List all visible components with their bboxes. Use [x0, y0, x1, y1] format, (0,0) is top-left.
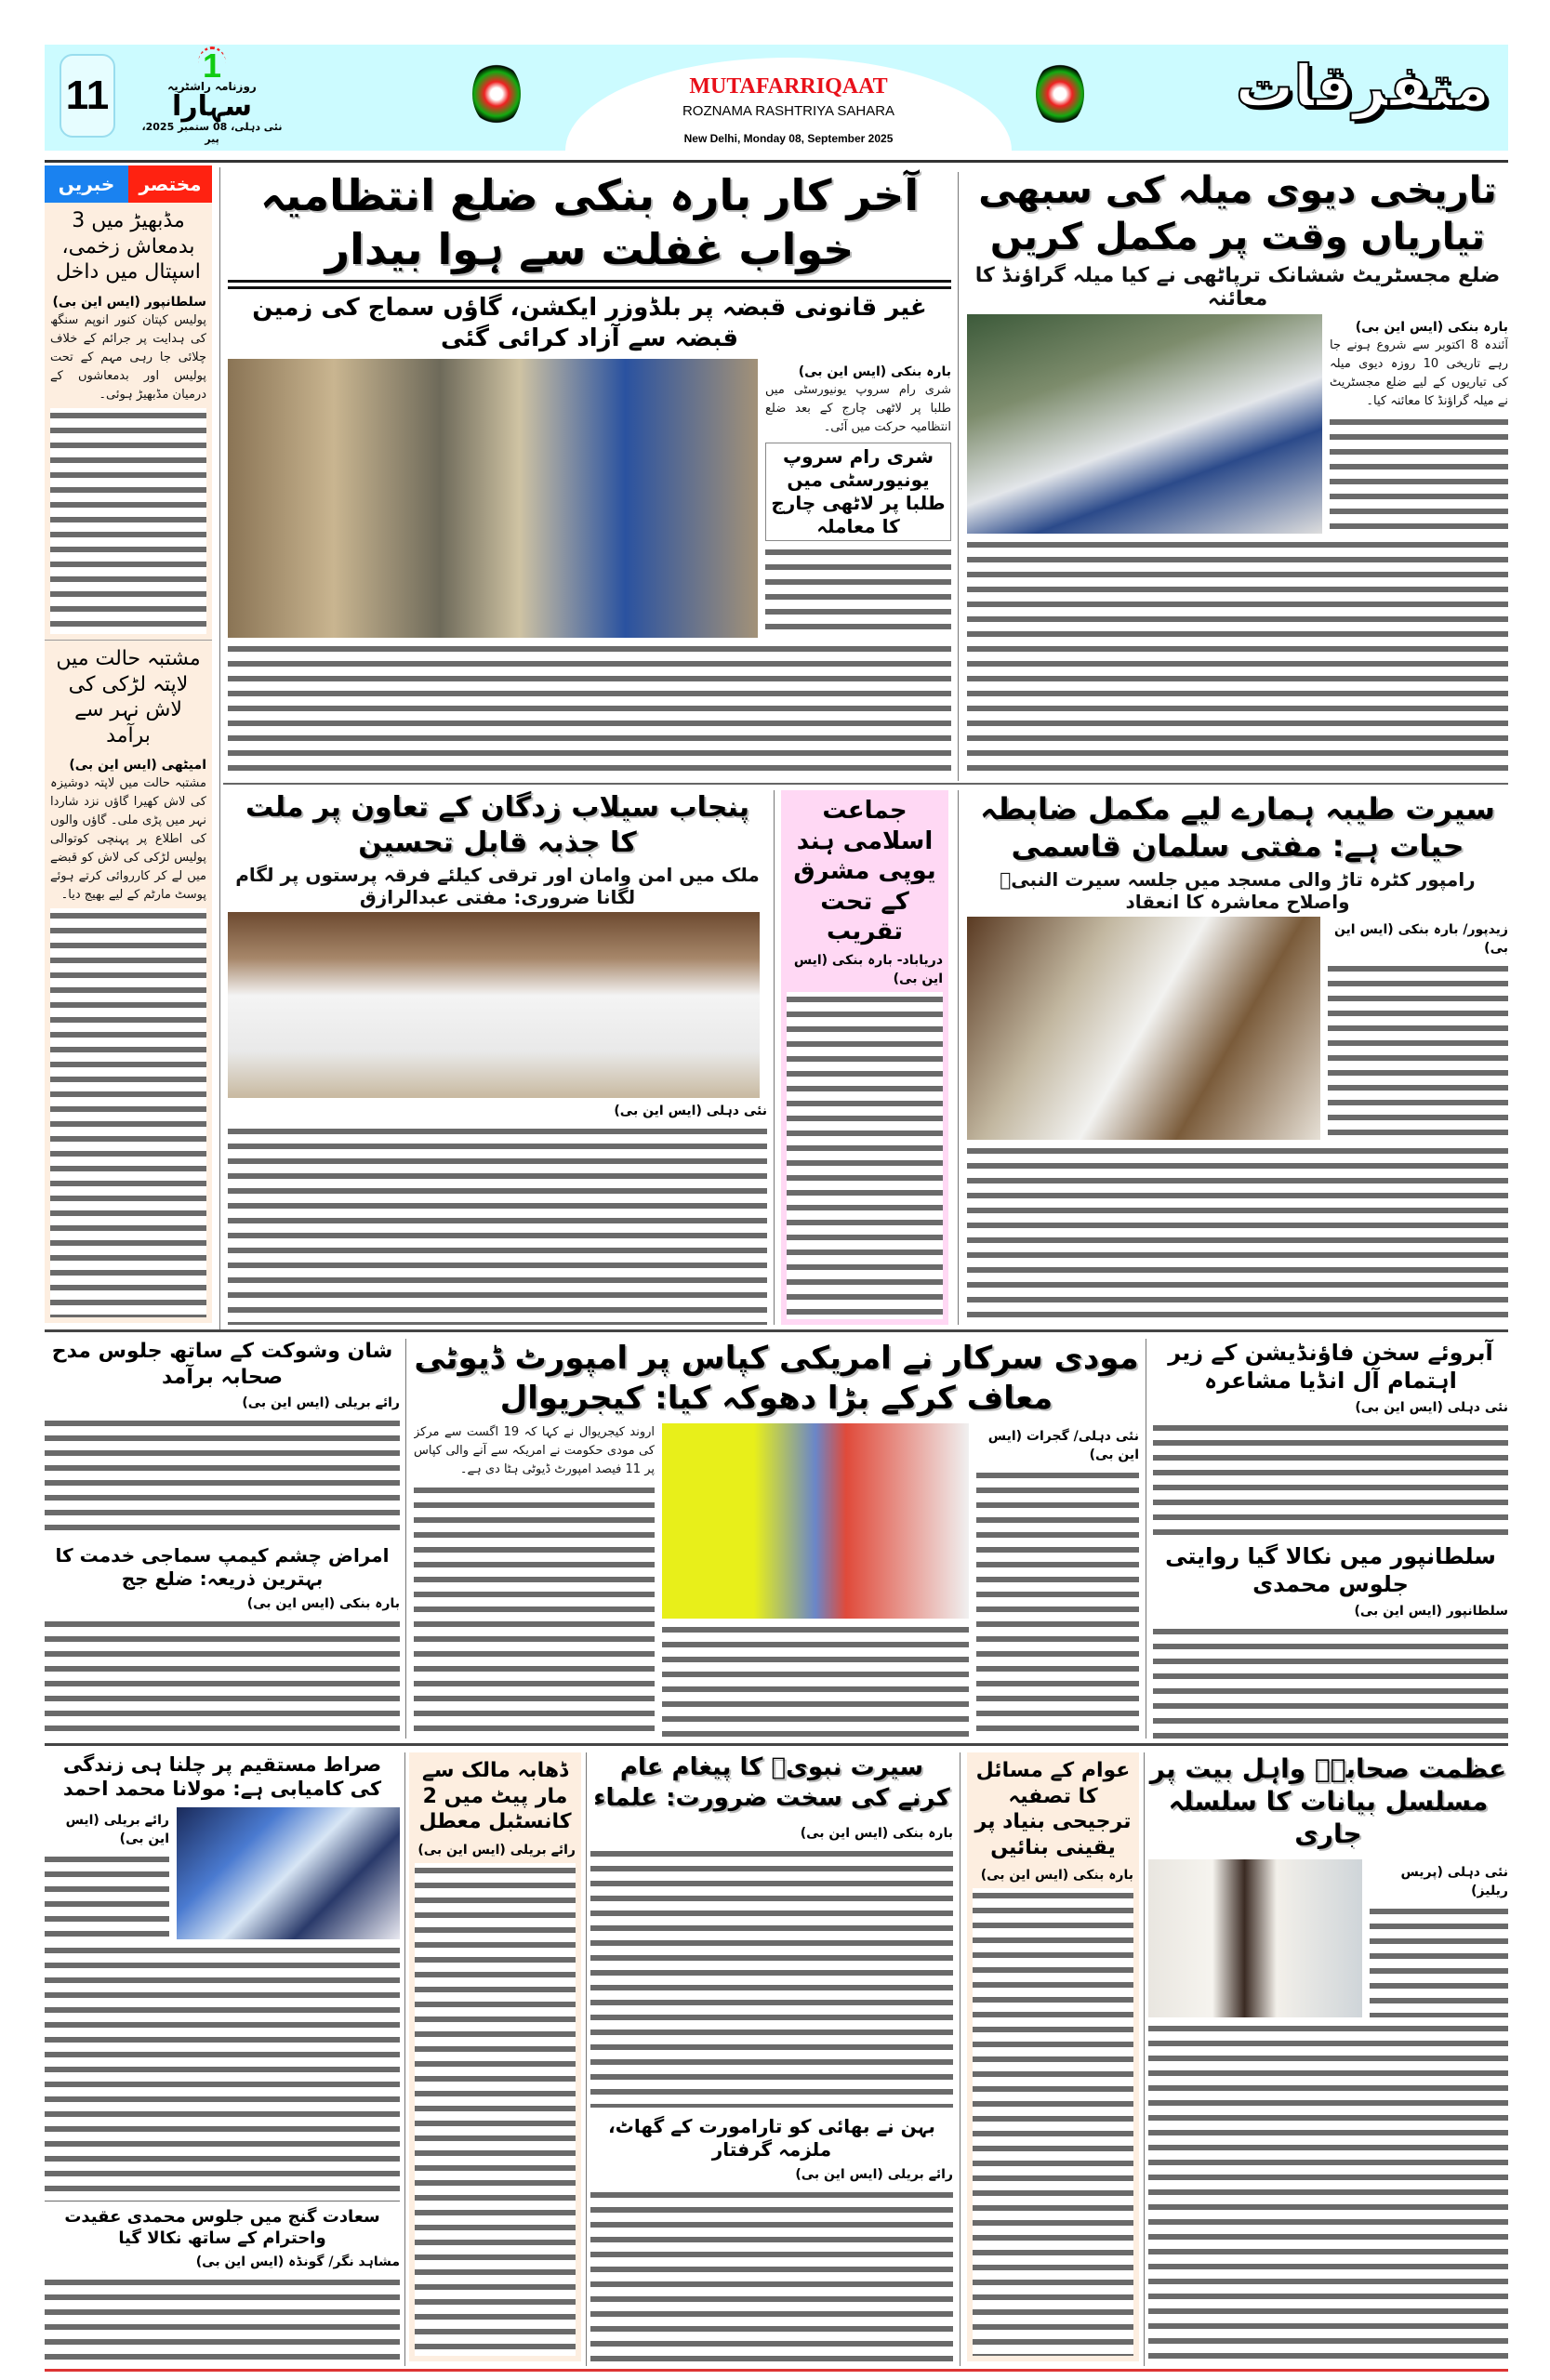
story6-side-headline: سلطانپور میں نکالا گیا روایتی جلوس محمدی [1165, 1543, 1496, 1597]
story2-subheadline: غیر قانونی قبضہ پر بلڈوزر ایکشن، گاؤں سماج کی زمین قبضہ سے آزاد کرائی گئی [252, 294, 927, 352]
byline: رائے بریلی (ایس این بی) [795, 2166, 953, 2182]
bottom-story-1-side [1370, 1859, 1508, 2017]
story-body-text [787, 992, 943, 1320]
column-divider [586, 1752, 587, 2366]
bottom-headline: عوام کے مسائل کا تصفیہ ترجیحی بنیاد پر یقینی بنائیں [974, 1759, 1132, 1859]
header-white-strip [565, 151, 974, 160]
story3-subheadline: رامپور کٹرہ تاڑ والی مسجد میں جلسہ سیرت النبیؐ واصلاح معاشرہ کا انعقاد [1000, 868, 1476, 913]
story2-body-text [228, 641, 951, 776]
story7-headline: مودی سرکار نے امریکی کپاس پر امپورٹ ڈیوٹی معاف کرکے بڑا دھوکہ کیا: کیجریوال [414, 1340, 1139, 1417]
english-title: MUTAFARRIQAAT [689, 74, 888, 99]
story6 [1153, 1339, 1508, 1739]
section-rule [45, 1743, 1508, 1746]
brief-text: مشتبہ حالت میں لاپتہ دوشیزہ کی لاش کھیرا گاؤں نزد شاردا نہر میں پڑی ملی۔ گاؤں والوں کی اطلاع پر پہنچی کوتوالی پولیس لڑکی کی لاش کو قبضے میں لے کر کارروائی کرتے ہوئے پوسٹ مارٹم کے لیے بھیج دیا۔ [50, 776, 206, 902]
story1 [967, 167, 1508, 776]
page-number: 11 [65, 73, 110, 118]
byline: نئی دہلی (ایس این بی) [614, 1104, 767, 1118]
story1-text-column [1330, 314, 1508, 534]
bottom-story-5 [45, 1752, 400, 2361]
story-body-text [45, 1852, 169, 1939]
logo-small-text: روزنامہ راشٹریہ [167, 80, 257, 93]
page-bottom-rule [45, 2369, 1508, 2372]
story-body-text [1370, 1904, 1508, 2017]
english-subtitle: ROZNAMA RASHTRIYA SAHARA [682, 103, 895, 119]
sidebar-brief-news [45, 165, 212, 1323]
byline: نئی دہلی/ گجرات (ایس این بی) [987, 1429, 1139, 1462]
byline: دریاباد- بارہ بنکی (ایس این بی) [793, 952, 943, 986]
story3-photo [967, 917, 1320, 1140]
story2-side-column [765, 359, 951, 638]
bottom-headline: ڈھابہ مالک سے مار پیٹ میں 2 کانسٹبل معطل [418, 1759, 572, 1833]
header-rule [45, 160, 1508, 163]
bottom-headline: صراط مستقیم پر چلنا ہی زندگی کی کامیابی ہے: مولانا محمد احمد [62, 1753, 382, 1801]
newspaper-logo [138, 45, 286, 151]
double-rule [228, 280, 951, 289]
story-body-text [45, 1943, 400, 2202]
masthead [45, 45, 1508, 151]
section-title: متفرقات [1235, 52, 1490, 120]
date-urdu: نئی دہلی، 08 ستمبر 2025، پیر [141, 121, 283, 145]
byline: مشاہد نگر/ گونڈہ (ایس این بی) [195, 2254, 400, 2270]
story-body-text [415, 1863, 576, 2357]
story5-headline: جماعت اسلامی ہند یوپی مشرق کے تحت تقریب [793, 797, 936, 945]
section-rule [223, 783, 1508, 785]
byline: بارہ بنکی (ایس این بی) [980, 1868, 1133, 1883]
bottom-story-1-photo [1148, 1859, 1362, 2017]
story6-headline: آبروئے سخن فاؤنڈیشن کے زیر اہتمام آل انڈیا مشاعرہ [1168, 1340, 1493, 1394]
story-body-text [976, 1468, 1139, 1739]
column-divider [405, 1339, 406, 1739]
story7-photo [662, 1423, 969, 1619]
byline: بارہ بنکی (ایس این بی) [246, 1595, 400, 1611]
brief-item [45, 203, 212, 640]
story5-box [781, 790, 948, 1325]
label-mukhtasar: مختصر [128, 165, 212, 203]
story-body-text [414, 1483, 655, 1739]
story8 [45, 1339, 400, 1739]
brief-headline: مڈبھیڑ میں 3 بدمعاش زخمی، اسپتال میں داخل [56, 209, 201, 284]
byline: رائے بریلی (ایس این بی) [242, 1395, 400, 1410]
column-divider [958, 172, 959, 781]
bottom-story-5-side [45, 1807, 169, 1939]
story3-headline: سیرت طیبہ ہمارے لیے مکمل ضابطہ حیات ہے: مفتی سلمان قاسمی [980, 791, 1495, 864]
story7-col-left [414, 1423, 655, 1739]
bottom-headline: عظمت صحابہؓ واہل بیت پر مسلسل بیانات کا سلسلہ جاری [1149, 1753, 1507, 1849]
bottom-side-headline: سعادت گنج میں جلوس محمدی عقیدت واحترام کے ساتھ نکالا گیا [64, 2207, 380, 2248]
header-emblem-left [472, 61, 521, 126]
story-text: شری رام سروپ یونیورسٹی میں طلبا پر لاٹھی چارج کے بعد ضلع انتظامیہ حرکت میں آئی۔ [765, 383, 951, 434]
story-body-text [1328, 961, 1508, 1140]
story4-subheadline: ملک میں امن وامان اور ترقی کیلئے فرقہ پرستوں پر لگام لگانا ضروری: مفتی عبدالرازق [235, 864, 760, 908]
byline: امیٹھی (ایس این بی) [69, 758, 206, 773]
brief-item [45, 640, 212, 1323]
page-number-badge [60, 54, 115, 138]
story4 [228, 790, 767, 1325]
story-body-text [973, 1888, 1133, 2356]
story2 [228, 169, 951, 776]
section-rule [45, 1329, 1508, 1332]
byline: سلطانپور (ایس این بی) [1354, 1604, 1508, 1619]
bottom-side-headline: بہن نے بھائی کو تارامورت کے گھاٹ، ملزمہ گرفتار [608, 2114, 935, 2161]
english-date: New Delhi, Monday 08, September 2025 [683, 132, 894, 145]
story4-photo [228, 912, 760, 1098]
story3 [967, 790, 1508, 1325]
byline: رائے بریلی (ایس این بی) [417, 1842, 576, 1858]
story-body-text [590, 1846, 953, 2108]
story4-headline: پنجاب سیلاب زدگان کے تعاون پر ملت کا جذبہ قابل تحسین [245, 791, 750, 859]
story-text: آئندہ 8 اکتوبر سے شروع ہونے جا رہے تاریخی 10 روزہ دیوی میلہ کی تیاریوں کے لیے ضلع مجسٹریٹ نے میلہ گراؤنڈ کا معائنہ کیا۔ [1330, 338, 1508, 408]
column-divider [774, 790, 775, 1325]
label-khabrein: خبریں [45, 165, 128, 203]
story-body-text [590, 2188, 953, 2361]
bottom-story-5-photo [177, 1807, 400, 1939]
byline: بارہ بنکی (ایس این بی) [800, 1826, 953, 1841]
logo-main-text: سہارا [172, 90, 252, 123]
byline: زیدپور/ بارہ بنکی (ایس این بی) [1333, 922, 1508, 956]
story2-photo [228, 359, 758, 638]
story1-body-text [967, 537, 1508, 776]
byline: رائے بریلی (ایس این بی) [65, 1812, 169, 1846]
story-body-text [45, 1416, 400, 1539]
story3-body-text [967, 1144, 1508, 1325]
byline: سلطانپور (ایس این بی) [52, 294, 206, 310]
bottom-story-2 [967, 1752, 1139, 2361]
story7 [414, 1339, 1139, 1739]
story-body-text [1330, 415, 1508, 534]
story1-subheadline: ضلع مجسٹریٹ ششانک ترپاٹھی نے کیا میلہ گراؤنڈ کا معائنہ [974, 264, 1501, 311]
byline: بارہ بنکی (ایس این بی) [1355, 320, 1508, 335]
story7-photo-column [662, 1423, 969, 1739]
byline: بارہ بنکی (ایس این بی) [798, 364, 951, 379]
bottom-story-3 [590, 1752, 953, 2361]
story2-side-headline: شری رام سروپ یونیورسٹی میں طلبا پر لاٹھی چارج کا معاملہ [765, 443, 951, 541]
story-body-text [1148, 2021, 1508, 2361]
brief-headline: مشتبہ حالت میں لاپتہ لڑکی کی لاش نہر سے برآمد [56, 647, 201, 747]
column-divider [404, 1752, 405, 2366]
story-body-text [228, 1124, 767, 1325]
brief-text: پولیس کپتان کنور انوپم سنگھ کی ہدایت پر جرائم کے خلاف چلائی جا رہی مہم کے تحت پولیس اور بدمعاشوں کے درمیان مڈبھیڑ ہوئی۔ [50, 312, 206, 402]
bottom-story-1 [1148, 1752, 1508, 2361]
bottom-story-4 [409, 1752, 581, 2361]
anniversary-icon: 1 [198, 46, 226, 80]
byline: نئی دہلی (ایس این بی) [1355, 1400, 1508, 1415]
brief-body-text [50, 408, 206, 635]
header-emblem-right [1036, 61, 1084, 126]
column-divider [958, 790, 959, 1325]
story1-photo [967, 314, 1322, 534]
story-body-text [45, 1617, 400, 1739]
column-divider [1144, 1752, 1145, 2366]
story-body-text [765, 545, 951, 638]
story7-body-text [662, 1622, 969, 1739]
byline: نئی دہلی (پریس ریلیز) [1400, 1865, 1508, 1898]
column-divider [219, 167, 220, 1329]
story8-side-headline: امراض چشم کیمپ سماجی خدمت کا بہترین ذریعہ: ضلع جج [55, 1543, 390, 1590]
story1-headline: تاریخی دیوی میلہ کی سبھی تیاریاں وقت پر مکمل کریں [978, 169, 1497, 258]
story7-col-right [976, 1423, 1139, 1739]
story-body-text [1153, 1421, 1508, 1535]
story-text: اروند کیجریوال نے کہا کہ 19 اگست سے مرکز کی مودی حکومت نے امریکہ سے آنے والی کپاس پر 11 فیصد امپورٹ ڈیوٹی ہٹا دی ہے۔ [414, 1425, 655, 1476]
story-body-text [45, 2275, 400, 2361]
story2-headline: آخر کار بارہ بنکی ضلع انتظامیہ خواب غفلت سے ہوا بیدار [259, 170, 920, 274]
brief-body-text [50, 908, 206, 1317]
story-body-text [1153, 1624, 1508, 1739]
bottom-headline: سیرت نبویؐ کا پیغام عام کرنے کی سخت ضرورت: علماء [593, 1753, 950, 1812]
story3-text-column [1328, 917, 1508, 1140]
story8-headline: شان وشوکت کے ساتھ جلوس مدح صحابہ برآمد [51, 1340, 393, 1389]
brief-news-label [45, 165, 212, 203]
